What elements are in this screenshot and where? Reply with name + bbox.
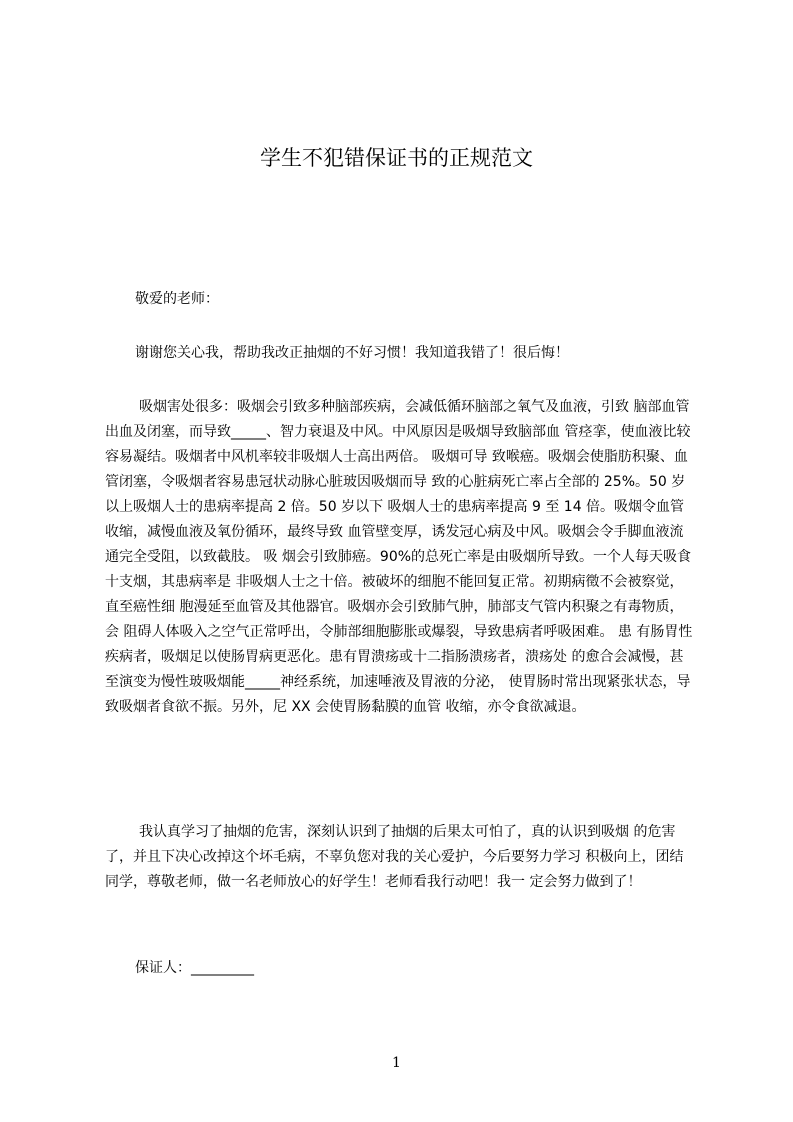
paragraph-line: 吸烟人士的患病率提高 9 至 14 倍。吸烟令血管收缩，减慢血液及氧份循环，最终导致: [105, 499, 685, 540]
paragraph-line: 管痉挛，使血液比较容易凝结。吸烟者中风机率较非吸烟人士高出两倍。 吸烟可导: [105, 424, 691, 465]
paragraph-line: 吸烟害处很多：吸烟会引致多种脑部疾病，会减低循环脑部之氧气及血液，引致: [139, 399, 629, 415]
guarantor-signature-line: 保证人：_________: [135, 960, 254, 976]
paragraph-line: 脑部血管出血及闭塞，而导致_____、智力衰退及中风。中风原因是吸烟导致脑部血: [105, 399, 690, 440]
paragraph-resolution: [105, 820, 697, 895]
paragraph-line: 使胃肠时常出现紧张状态，导致吸烟者食欲不振。另外，尼 XX 会使胃肠黏膜的血管: [105, 674, 691, 715]
paragraph-line: 我认真学习了抽烟的危害，深刻认识到了抽烟的后果太可怕了，真的认识到吸烟: [139, 824, 629, 840]
paragraph-line: 的愈合会减慢，甚至演变为慢性玻吸烟能_____神经系统，加速唾液及胃液的分泌，: [105, 649, 684, 690]
paragraph-line: 非吸烟人士之十倍。被破坏的细胞不能回复正常。初期病徵不会被察觉，直至癌性细: [105, 574, 684, 615]
paragraph-line: 阻碍人体吸入之空气正常呼出，令肺部细胞膨胀或爆裂，导致患病者呼吸困难。 患: [123, 624, 632, 640]
paragraph-line: 积极向上，团结同学，尊敬老师，做一名老师放心的好学生！老师看我行动吧！我一: [105, 849, 684, 890]
paragraph-line: 的危害了，并且下决心改掉这个坏毛病，不辜负您对我的关心爱护，今后要努力学习: [105, 824, 676, 865]
thanks-line: 谢谢您关心我，帮助我改正抽烟的不好习惯！我知道我错了！很后悔！: [135, 345, 569, 361]
paragraph-line: 血管壁变厚，诱发冠心病及中风。吸烟会令手脚血液流通完全受阻，以致截肢。 吸: [105, 524, 684, 565]
page-number: 1: [392, 1055, 401, 1071]
paragraph-line: 收缩，亦令食欲减退。: [445, 699, 586, 715]
paragraph-line: 有肠胃性疾病者，吸烟足以使肠胃病更恶化。患有胃溃疡或十二指肠溃疡者，溃疡处: [105, 624, 693, 665]
paragraph-line: 致的心脏病死亡率占全部的 25%。50 岁以上吸烟人士的患病率提高 2 倍。50 岁以下: [105, 474, 686, 515]
document-title: 学生不犯错保证书的正规范文: [260, 146, 533, 170]
paragraph-line: 致喉癌。吸烟会使脂肪积聚、血管闭塞，令吸烟者容易患冠状动脉心脏玻因吸烟而导: [105, 449, 688, 490]
paragraph-line: 定会努力做到了！: [529, 874, 642, 890]
paragraph-line: 胞漫延至血管及其他器官。吸烟亦会引致肺气肿，肺部支气管内积聚之有毒物质，会: [105, 599, 684, 640]
paragraph-smoking-harm: [105, 395, 697, 720]
salutation: 敬爱的老师：: [135, 291, 219, 307]
paragraph-line: 烟会引致肺癌。90%的总死亡率是由吸烟所导致。一个人每天吸食十支烟，其患病率是: [105, 549, 692, 590]
